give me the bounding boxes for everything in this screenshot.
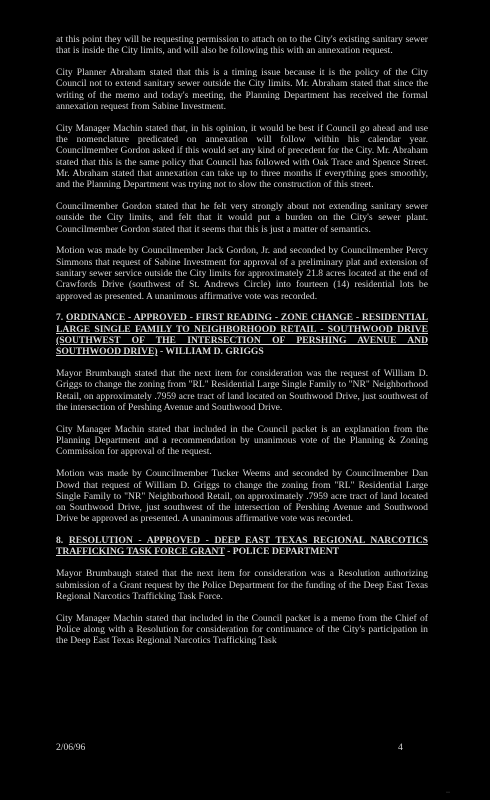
paragraph: Mayor Brumbaugh stated that the next item for consideration was a Resolution authorizing submission of a Grant request by the Police Department for the funding of the Deep East Texas Regional Narcotics Trafficking Task Force. xyxy=(56,568,428,602)
agenda-item-8-heading xyxy=(56,535,428,558)
paragraph: Councilmember Gordon stated that he felt very strongly about not extending sanitary sewer outside the City limits, and felt that it would put a burden on the City's sewer plant. Councilmember Gordon stated that it seems that this is just a matter of semantics. xyxy=(56,201,428,235)
paragraph: at this point they will be requesting permission to attach on to the City's existing sanitary sewer that is inside the City limits, and will also be following this with an annexation request. xyxy=(56,34,428,57)
page-number: 4 xyxy=(398,742,403,753)
paragraph: Motion was made by Councilmember Tucker Weems and seconded by Councilmember Dan Dowd that request of William D. Griggs to change the zoning from "RL" Residential Large Single Family to "NR" Neighborhood Retail, on approximately .7959 acre tract of land located on Southwood Drive, just southwest of the intersection of Pershing Avenue and Southwood Drive be approved as presented. A unanimous affirmative vote was recorded. xyxy=(56,468,428,525)
paragraph: City Planner Abraham stated that this is a timing issue because it is the policy of the City Council not to extend sanitary sewer outside the City limits. Mr. Abraham stated that since the writing of the memo and today's meeting, the Planning Department has received the formal annexation request from Sabine Investment. xyxy=(56,67,428,112)
item-department: - POLICE DEPARTMENT xyxy=(224,546,340,558)
paragraph: City Manager Machin stated that included in the Council packet is a memo from the Chief of Police along with a Resolution for consideration for continuance of the City's participation in the Deep East Texas Regional Narcotics Trafficking Task xyxy=(56,612,428,647)
scan-mark: ·· xyxy=(446,790,450,796)
paragraph: City Manager Machin stated that included in the Council packet is an explanation from the Planning Department and a recommendation by unanimous vote of the Planning & Zoning Commission for approval of the request. xyxy=(56,423,428,458)
item-title: RESOLUTION - APPROVED - DEEP EAST TEXAS REGIONAL NARCOTICS TRAFFICKING TASK FORCE GRANT xyxy=(56,535,428,558)
item-number: 7. xyxy=(56,312,64,324)
agenda-item-7-heading xyxy=(56,312,428,357)
item-title: ORDINANCE - APPROVED - FIRST READING - ZONE CHANGE - RESIDENTIAL LARGE SINGLE FAMILY TO NEIGHBORHOOD RETAIL - SOUTHWOOD DRIVE (SOUTHWEST OF THE INTERSECTION OF PERSHING AVENUE AND SOUTHWOOD DRIVE) xyxy=(56,312,428,358)
document-body xyxy=(56,34,428,657)
item-applicant: - WILLIAM D. GRIGGS xyxy=(157,346,264,358)
footer-date: 2/06/96 xyxy=(56,742,86,753)
paragraph: Motion was made by Councilmember Jack Gordon, Jr. and seconded by Councilmember Percy Simmons that request of Sabine Investment for approval of a preliminary plat and extension of sanitary sewer service outside the City limits for approximately 21.8 acres located at the end of Crawfords Drive (southwest of St. Andrews Circle) into fourteen (14) residential lots be approved as presented. A unanimous affirmative vote was recorded. xyxy=(56,245,428,302)
paragraph: Mayor Brumbaugh stated that the next item for consideration was the request of William D. Griggs to change the zoning from "RL" Residential Large Single Family to "NR" Neighborhood Retail, on approximately .7959 acre tract of land located on Southwood Drive, just southwest of the intersection of Pershing Avenue and Southwood Drive. xyxy=(56,368,428,414)
paragraph: City Manager Machin stated that, in his opinion, it would be best if Council go ahead and use the nomenclature predicated on annexation will follow within his calendar year. Councilmember Gordon asked if this would set any kind of precedent for the City. Mr. Abraham stated that this is the same policy that Council has followed with Oak Trace and Spence Street. Mr. Abraham stated that annexation can take up to three months if everything goes smoothly, and the Planning Department was trying not to slow the construction of this street. xyxy=(56,122,428,191)
item-number: 8. xyxy=(56,535,64,547)
